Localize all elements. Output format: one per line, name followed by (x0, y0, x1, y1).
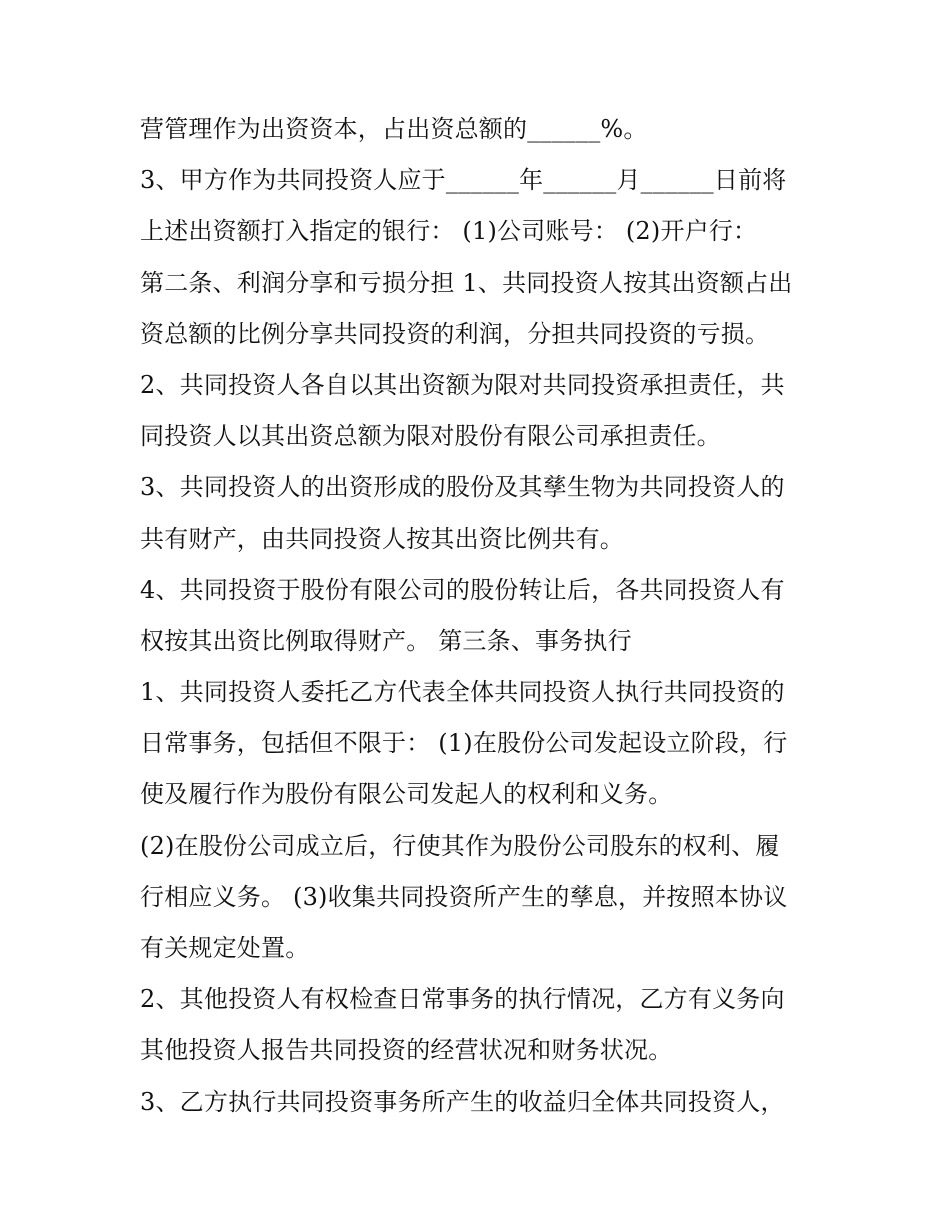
text-line: 日常事务，包括但不限于： (1)在股份公司发起设立阶段，行 (140, 729, 788, 758)
text-line: (2)在股份公司成立后，行使其作为股份公司股东的权利、履 (140, 831, 780, 860)
text-line: 行相应义务。 (3)收集共同投资所产生的孳息，并按照本协议 (140, 882, 788, 911)
text-line: 3、甲方作为共同投资人应于______年______月______日前将 (140, 166, 787, 195)
text-line: 1、共同投资人委托乙方代表全体共同投资人执行共同投资的 (140, 678, 785, 707)
text-line: 权按其出资比例取得财产。 第三条、事务执行 (140, 626, 632, 655)
text-line: 有关规定处置。 (140, 934, 310, 962)
text-line: 共有财产，由共同投资人按其出资比例共有。 (140, 524, 624, 553)
text-line: 其他投资人报告共同投资的经营状况和财务状况。 (140, 1036, 673, 1065)
text-line: 4、共同投资于股份有限公司的股份转让后，各共同投资人有 (140, 575, 785, 604)
text-line: 2、共同投资人各自以其出资额为限对共同投资承担责任，共 (140, 370, 785, 399)
text-line: 上述出资额打入指定的银行： (1)公司账号： (2)开户行： (140, 217, 758, 246)
text-line: 3、乙方执行共同投资事务所产生的收益归全体共同投资人， (140, 1087, 785, 1116)
text-line: 同投资人以其出资总额为限对股份有限公司承担责任。 (140, 422, 721, 451)
text-line: 资总额的比例分享共同投资的利润，分担共同投资的亏损。 (140, 319, 770, 348)
text-line: 第二条、利润分享和亏损分担 1、共同投资人按其出资额占出 (140, 268, 793, 297)
text-line: 营管理作为出资资本，占出资总额的______%。 (140, 115, 648, 143)
document-body (140, 104, 820, 1128)
text-line: 2、其他投资人有权检查日常事务的执行情况，乙方有义务向 (140, 985, 785, 1014)
text-line: 3、共同投资人的出资形成的股份及其孳生物为共同投资人的 (140, 473, 785, 502)
text-line: 使及履行作为股份有限公司发起人的权利和义务。 (140, 780, 673, 809)
